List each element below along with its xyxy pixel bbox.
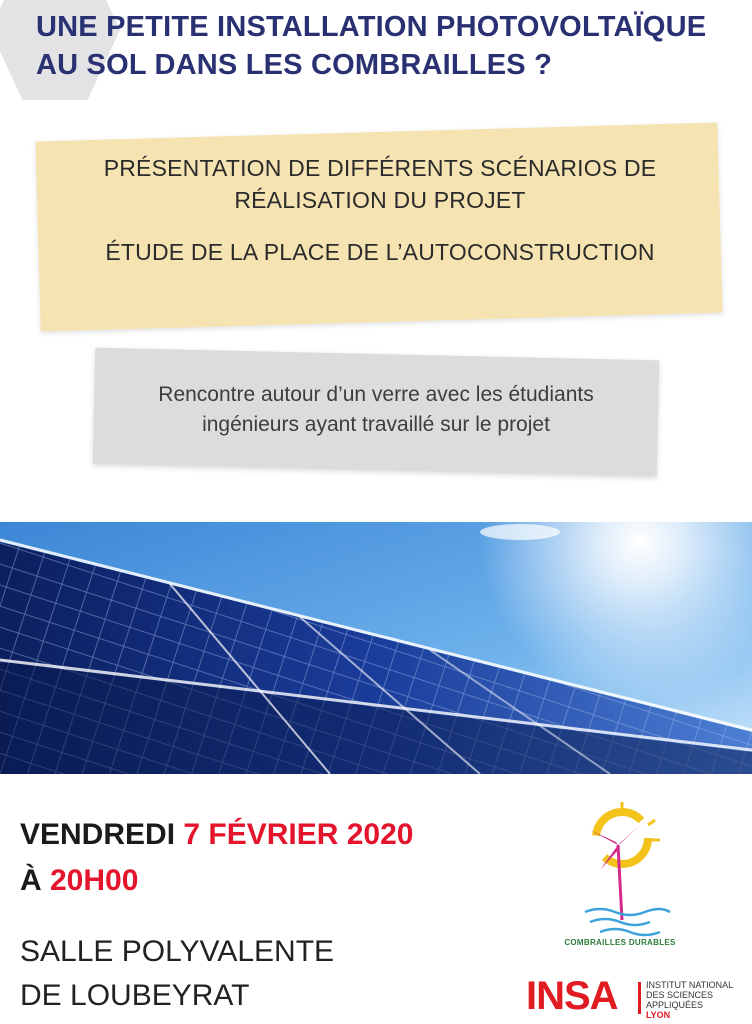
insa-line-4: LYON (646, 1010, 671, 1020)
page-title (36, 8, 736, 84)
venue-line-1: SALLE POLYVALENTE (20, 935, 335, 968)
water-waves-icon (585, 909, 670, 935)
sun-icon (596, 802, 660, 864)
yellow-line-3: ÉTUDE DE LA PLACE DE L’AUTOCONSTRUCTION (105, 239, 655, 265)
grey-line-1: Rencontre autour d’un verre avec les étudiants (158, 383, 594, 406)
insa-text (646, 980, 746, 1020)
event-date-time (20, 812, 520, 904)
grey-box-text (100, 380, 652, 440)
title-line-2: AU SOL DANS LES COMBRAILLES ? (36, 49, 553, 81)
event-time: 20H00 (50, 864, 139, 897)
insa-line-3: APPLIQUÉES (646, 1000, 704, 1010)
event-day-label: VENDREDI (20, 818, 184, 851)
event-venue (20, 930, 440, 1018)
yellow-box-text (60, 152, 700, 268)
grey-line-2: ingénieurs ayant travaillé sur le projet (202, 413, 550, 436)
yellow-line-2: RÉALISATION DU PROJET (234, 187, 526, 213)
title-line-1: UNE PETITE INSTALLATION PHOTOVOLTAÏQUE (36, 11, 707, 43)
combrailles-caption: COMBRAILLES DURABLES (564, 938, 676, 947)
yellow-line-1: PRÉSENTATION DE DIFFÉRENTS SCÉNARIOS DE (103, 155, 657, 181)
insa-line-2: DES SCIENCES (646, 990, 714, 1000)
combrailles-durables-logo (560, 800, 680, 955)
solar-panels-photo (0, 522, 752, 774)
insa-mark: INSA (526, 974, 618, 1018)
event-date: 7 FÉVRIER 2020 (183, 818, 414, 851)
insa-divider (638, 982, 641, 1014)
event-time-line (20, 858, 520, 904)
wind-turbine-icon (590, 825, 640, 920)
event-time-prefix: À (20, 864, 50, 897)
insa-lyon-logo (526, 974, 746, 1018)
insa-line-1: INSTITUT NATIONAL (646, 980, 734, 990)
event-date-line (20, 812, 520, 858)
venue-line-2: DE LOUBEYRAT (20, 979, 250, 1012)
